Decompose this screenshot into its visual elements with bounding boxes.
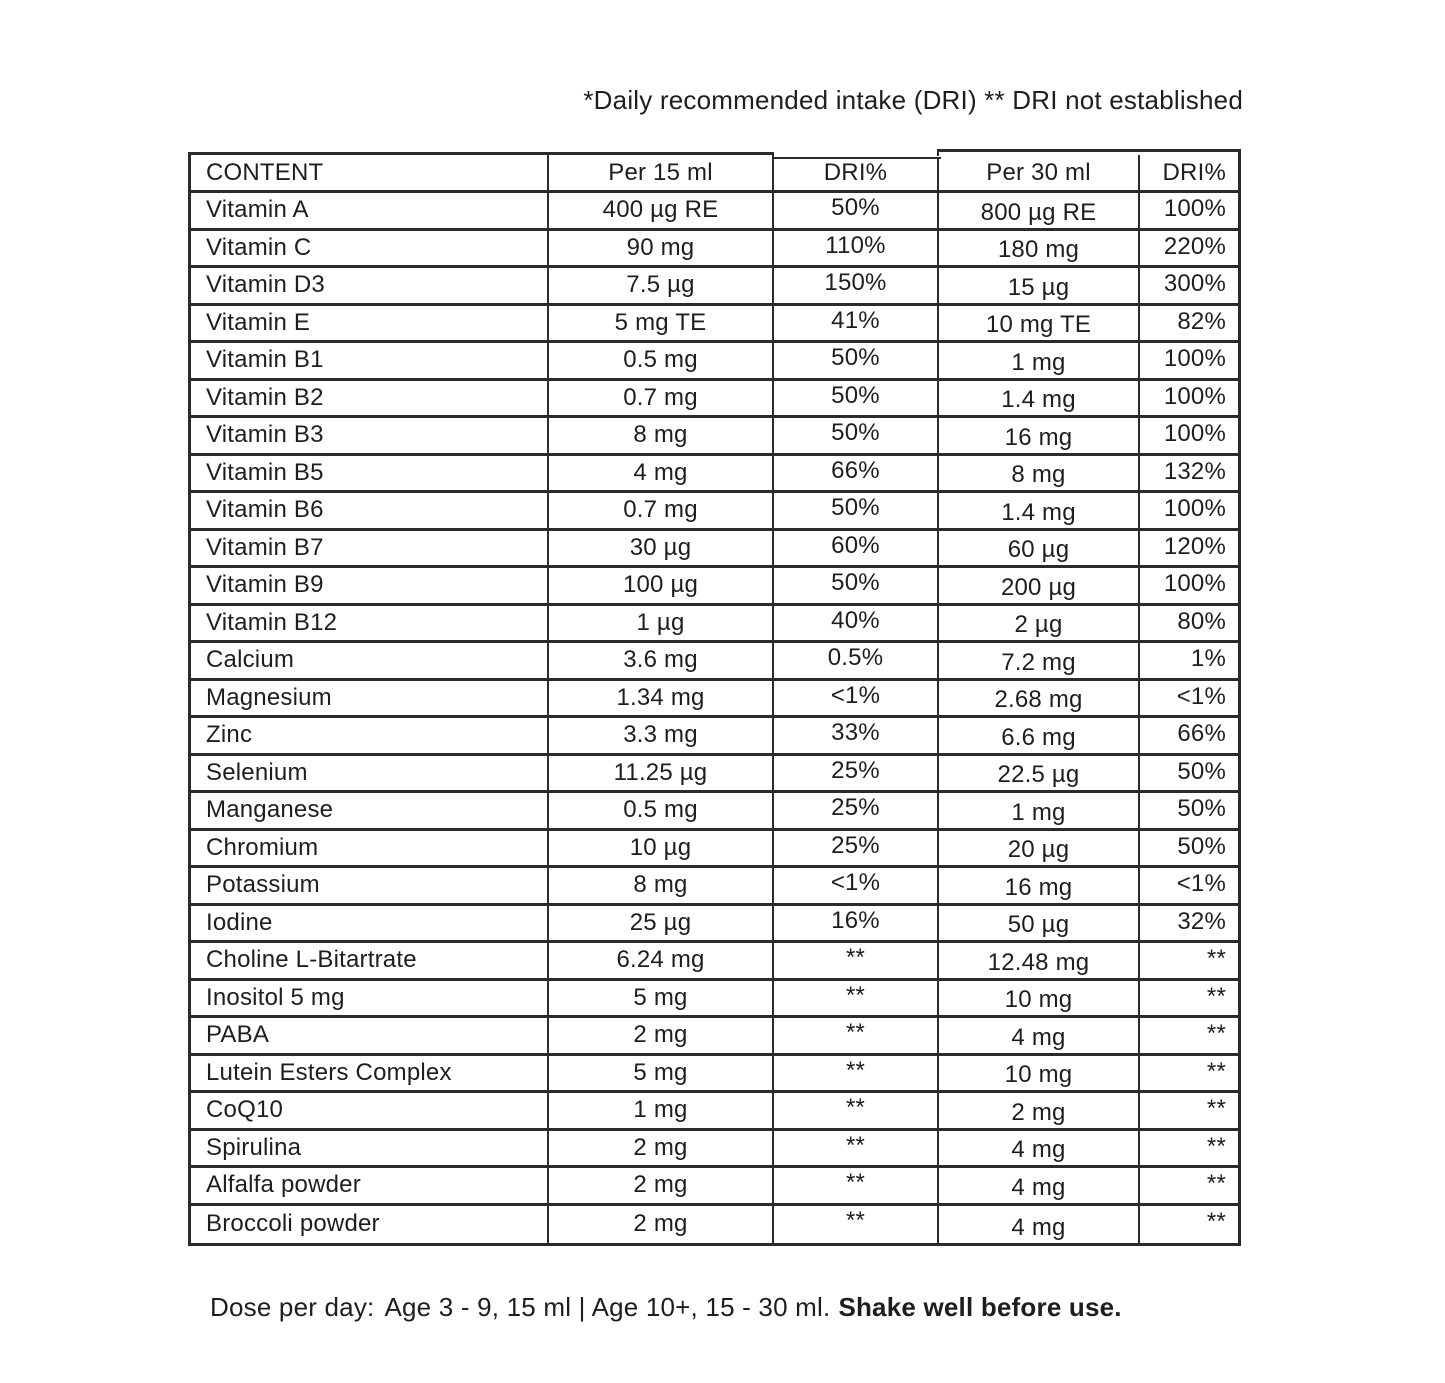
- dri-note: *Daily recommended intake (DRI) ** DRI not established: [583, 85, 1243, 115]
- nutrient-value: 0.5 mg: [549, 793, 774, 831]
- nutrient-value: 100%: [1140, 418, 1238, 456]
- nutrient-value: 66%: [774, 456, 939, 494]
- nutrient-value: 16%: [774, 906, 939, 944]
- nutrient-name: Vitamin A: [191, 193, 549, 231]
- nutrient-value: 2 mg: [549, 1168, 774, 1206]
- nutrient-value: **: [1140, 943, 1238, 981]
- nutrient-name: Inositol 5 mg: [191, 981, 549, 1019]
- nutrient-value: **: [774, 1093, 939, 1131]
- nutrient-value: 50%: [774, 343, 939, 381]
- nutrient-value: 4 mg: [939, 1168, 1140, 1206]
- nutrient-value: 180 mg: [939, 231, 1140, 269]
- nutrient-value: 10 µg: [549, 831, 774, 869]
- nutrient-value: 25%: [774, 831, 939, 869]
- nutrient-value: 82%: [1140, 306, 1238, 344]
- nutrient-value: 10 mg: [939, 981, 1140, 1019]
- nutrient-name: Alfalfa powder: [191, 1168, 549, 1206]
- nutrient-value: 5 mg: [549, 1056, 774, 1094]
- nutrient-value: **: [1140, 1056, 1238, 1094]
- nutrient-value: 2 mg: [549, 1131, 774, 1169]
- nutrient-value: 1.4 mg: [939, 381, 1140, 419]
- nutrient-value: 6.6 mg: [939, 718, 1140, 756]
- nutrient-value: 3.3 mg: [549, 718, 774, 756]
- nutrient-value: 15 µg: [939, 268, 1140, 306]
- nutrient-name: Zinc: [191, 718, 549, 756]
- nutrient-value: 1 mg: [939, 343, 1140, 381]
- nutrient-value: 8 mg: [939, 456, 1140, 494]
- nutrient-value: 60%: [774, 531, 939, 569]
- nutrient-value: 7.5 µg: [549, 268, 774, 306]
- nutrient-value: **: [774, 1018, 939, 1056]
- nutrient-value: 8 mg: [549, 868, 774, 906]
- nutrient-name: Vitamin E: [191, 306, 549, 344]
- nutrient-value: 50%: [774, 568, 939, 606]
- nutrient-value: 80%: [1140, 606, 1238, 644]
- nutrient-name: Choline L-Bitartrate: [191, 943, 549, 981]
- nutrient-value: 1%: [1140, 643, 1238, 681]
- nutrient-value: **: [1140, 981, 1238, 1019]
- nutrient-value: **: [774, 1206, 939, 1244]
- nutrient-value: 1.4 mg: [939, 493, 1140, 531]
- nutrient-name: Calcium: [191, 643, 549, 681]
- nutrient-value: **: [774, 1056, 939, 1094]
- column-header-dri-15: DRI%: [774, 155, 939, 193]
- nutrient-value: 22.5 µg: [939, 756, 1140, 794]
- nutrient-value: 100%: [1140, 343, 1238, 381]
- nutrient-value: 5 mg TE: [549, 306, 774, 344]
- nutrient-value: 2 mg: [549, 1206, 774, 1244]
- nutrient-value: 10 mg TE: [939, 306, 1140, 344]
- nutrient-value: 3.6 mg: [549, 643, 774, 681]
- nutrient-value: 100%: [1140, 381, 1238, 419]
- nutrient-value: 200 µg: [939, 568, 1140, 606]
- column-header-per-15ml: Per 15 ml: [549, 155, 774, 193]
- nutrient-value: 1 mg: [939, 793, 1140, 831]
- nutrient-value: 0.5%: [774, 643, 939, 681]
- nutrient-value: **: [774, 1131, 939, 1169]
- nutrient-value: 220%: [1140, 231, 1238, 269]
- nutrient-value: 16 mg: [939, 418, 1140, 456]
- nutrient-name: Vitamin B6: [191, 493, 549, 531]
- per30-header-right-stub: [1238, 149, 1241, 156]
- column-header-per-30ml: Per 30 ml: [939, 155, 1140, 193]
- nutrient-value: **: [1140, 1018, 1238, 1056]
- nutrient-value: **: [774, 981, 939, 1019]
- nutrient-value: 100 µg: [549, 568, 774, 606]
- nutrient-name: Vitamin B3: [191, 418, 549, 456]
- nutrient-value: 50%: [774, 381, 939, 419]
- nutrient-value: 25%: [774, 793, 939, 831]
- nutrient-value: 16 mg: [939, 868, 1140, 906]
- nutrient-value: 120%: [1140, 531, 1238, 569]
- nutrient-name: Magnesium: [191, 681, 549, 719]
- nutrient-value: 2 µg: [939, 606, 1140, 644]
- nutrient-value: 132%: [1140, 456, 1238, 494]
- nutrient-value: 50%: [1140, 756, 1238, 794]
- nutrient-value: 33%: [774, 718, 939, 756]
- nutrient-name: Vitamin B1: [191, 343, 549, 381]
- nutrient-value: 4 mg: [939, 1131, 1140, 1169]
- nutrient-value: 8 mg: [549, 418, 774, 456]
- nutrient-value: 4 mg: [939, 1018, 1140, 1056]
- nutrient-value: 32%: [1140, 906, 1238, 944]
- nutrient-value: 1 mg: [549, 1093, 774, 1131]
- nutrient-value: 50 µg: [939, 906, 1140, 944]
- nutrient-name: Manganese: [191, 793, 549, 831]
- nutrient-value: 25%: [774, 756, 939, 794]
- dose-label: Dose per day:: [210, 1292, 375, 1322]
- nutrient-name: Vitamin B7: [191, 531, 549, 569]
- nutrient-name: Vitamin B12: [191, 606, 549, 644]
- nutrient-value: 2 mg: [549, 1018, 774, 1056]
- nutrient-value: 50%: [1140, 831, 1238, 869]
- nutrient-value: 50%: [774, 418, 939, 456]
- nutrient-value: 800 µg RE: [939, 193, 1140, 231]
- nutrient-name: Broccoli powder: [191, 1206, 549, 1244]
- nutrient-value: 0.5 mg: [549, 343, 774, 381]
- nutrient-value: 41%: [774, 306, 939, 344]
- nutrient-value: 50%: [774, 193, 939, 231]
- nutrient-value: 11.25 µg: [549, 756, 774, 794]
- nutrient-value: <1%: [1140, 681, 1238, 719]
- nutrient-value: 50%: [1140, 793, 1238, 831]
- column-header-dri-30: DRI%: [1140, 155, 1238, 193]
- nutrient-value: 0.7 mg: [549, 493, 774, 531]
- nutrient-value: 90 mg: [549, 231, 774, 269]
- nutrient-value: 40%: [774, 606, 939, 644]
- nutrient-name: Iodine: [191, 906, 549, 944]
- nutrient-value: 10 mg: [939, 1056, 1140, 1094]
- nutrient-value: 1 µg: [549, 606, 774, 644]
- nutrient-name: Vitamin B9: [191, 568, 549, 606]
- nutrient-value: **: [1140, 1093, 1238, 1131]
- nutrient-name: CoQ10: [191, 1093, 549, 1131]
- nutrient-value: 2.68 mg: [939, 681, 1140, 719]
- nutrient-value: 4 mg: [939, 1206, 1140, 1244]
- nutrient-name: Spirulina: [191, 1131, 549, 1169]
- nutrient-value: 100%: [1140, 493, 1238, 531]
- nutrient-value: 5 mg: [549, 981, 774, 1019]
- nutrient-value: 4 mg: [549, 456, 774, 494]
- nutrient-name: Potassium: [191, 868, 549, 906]
- nutrient-value: **: [774, 943, 939, 981]
- nutrient-value: 2 mg: [939, 1093, 1140, 1131]
- nutrient-value: 150%: [774, 268, 939, 306]
- nutrition-table-wrap: [188, 152, 1241, 1246]
- nutrient-value: 100%: [1140, 568, 1238, 606]
- dose-shake-note: Shake well before use.: [838, 1292, 1122, 1322]
- dose-text: Age 3 - 9, 15 ml | Age 10+, 15 - 30 ml.: [384, 1292, 831, 1322]
- nutrient-value: <1%: [774, 868, 939, 906]
- nutrient-value: 0.7 mg: [549, 381, 774, 419]
- nutrient-value: **: [1140, 1131, 1238, 1169]
- nutrient-value: 60 µg: [939, 531, 1140, 569]
- nutrient-value: 300%: [1140, 268, 1238, 306]
- per30-header-left-stub: [937, 149, 939, 156]
- dosage-instructions: [210, 1292, 1122, 1323]
- nutrient-value: **: [774, 1168, 939, 1206]
- nutrient-name: Vitamin B5: [191, 456, 549, 494]
- per30-header-top-border: [939, 149, 1241, 152]
- nutrient-value: 100%: [1140, 193, 1238, 231]
- nutrient-name: Vitamin D3: [191, 268, 549, 306]
- per30-header-top-cover: [939, 152, 1241, 155]
- nutrient-value: 66%: [1140, 718, 1238, 756]
- nutrient-value: **: [1140, 1206, 1238, 1244]
- nutrient-value: <1%: [774, 681, 939, 719]
- nutrient-value: 30 µg: [549, 531, 774, 569]
- nutrient-name: Vitamin C: [191, 231, 549, 269]
- nutrient-name: Lutein Esters Complex: [191, 1056, 549, 1094]
- nutrient-value: <1%: [1140, 868, 1238, 906]
- nutrient-value: 25 µg: [549, 906, 774, 944]
- nutrient-value: 110%: [774, 231, 939, 269]
- nutrient-value: 12.48 mg: [939, 943, 1140, 981]
- nutrient-name: PABA: [191, 1018, 549, 1056]
- nutrient-value: 6.24 mg: [549, 943, 774, 981]
- nutrient-value: 50%: [774, 493, 939, 531]
- nutrition-table: [188, 152, 1241, 1246]
- nutrient-value: 20 µg: [939, 831, 1140, 869]
- nutrient-value: **: [1140, 1168, 1238, 1206]
- nutrient-value: 400 µg RE: [549, 193, 774, 231]
- nutrient-name: Vitamin B2: [191, 381, 549, 419]
- dri-header-top-border: [772, 157, 941, 159]
- column-header-content: CONTENT: [191, 155, 549, 193]
- nutrient-name: Chromium: [191, 831, 549, 869]
- nutrient-name: Selenium: [191, 756, 549, 794]
- nutrient-value: 7.2 mg: [939, 643, 1140, 681]
- nutrient-value: 1.34 mg: [549, 681, 774, 719]
